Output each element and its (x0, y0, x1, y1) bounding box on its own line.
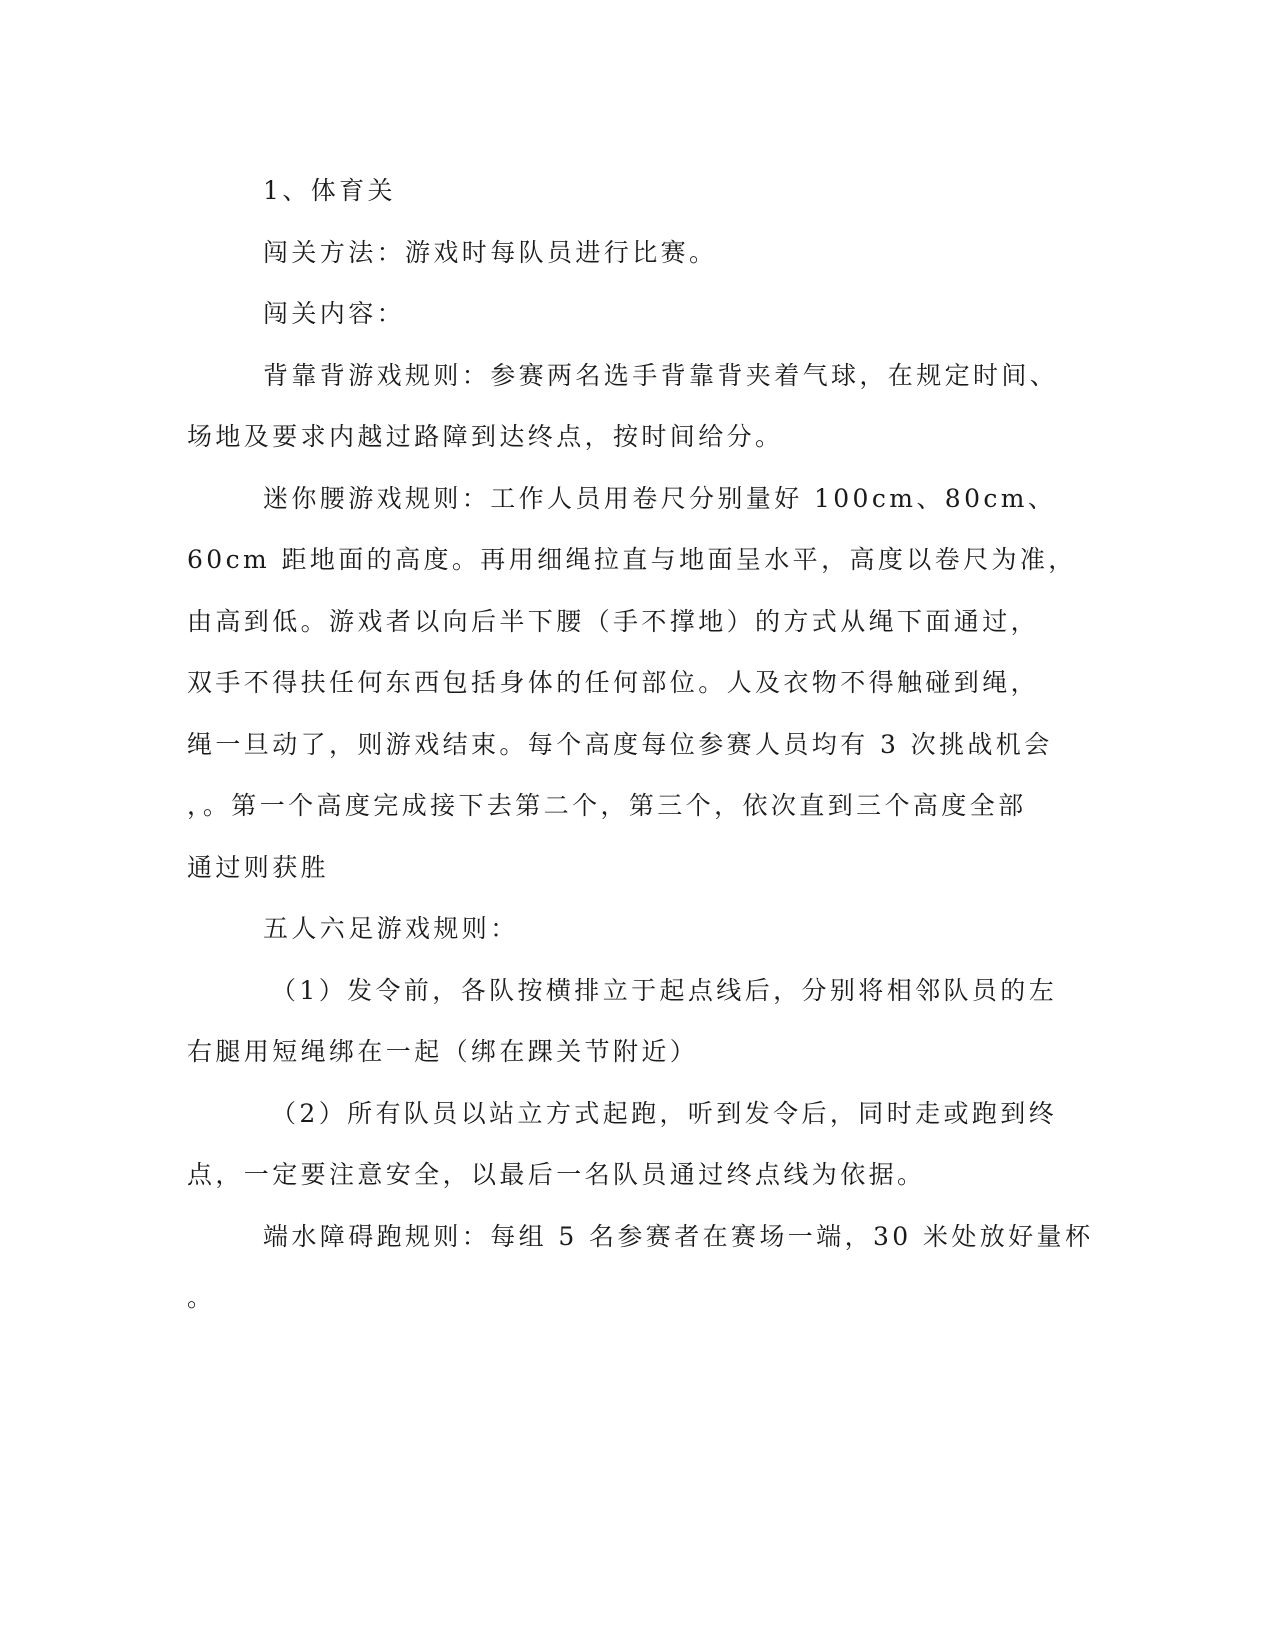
method-line: 闯关方法：游戏时每队员进行比赛。 (263, 237, 718, 267)
back-to-back-rule-line-2: 场地及要求内越过路障到达终点，按时间给分。 (187, 422, 784, 451)
five-person-rule-1-line-1: （1）发令前，各队按横排立于起点线后，分别将相邻队员的左 (271, 975, 1058, 1005)
five-person-rule-1-line-2: 右腿用短绳绑在一起（绑在踝关节附近） (187, 1037, 699, 1066)
document-body (187, 160, 1094, 1329)
mini-waist-rule-line-4: 双手不得扶任何东西包括身体的任何部位。人及衣物不得触碰到绳， (187, 668, 1040, 697)
mini-waist-rule-line-2: 60cm 距地面的高度。再用细绳拉直与地面呈水平，高度以卷尺为准， (187, 545, 1077, 574)
five-person-six-legs-heading: 五人六足游戏规则： (263, 914, 519, 943)
five-person-rule-2-line-1: （2）所有队员以站立方式起跑，听到发令后，同时走或跑到终 (271, 1098, 1058, 1128)
back-to-back-rule-line-1: 背靠背游戏规则：参赛两名选手背靠背夹着气球，在规定时间、 (263, 360, 1059, 390)
content-label: 闯关内容： (263, 299, 406, 328)
water-obstacle-rule-line-1: 端水障碍跑规则：每组 5 名参赛者在赛场一端，30 米处放好量杯 (263, 1221, 1094, 1251)
mini-waist-rule-line-5: 绳一旦动了，则游戏结束。每个高度每位参赛人员均有 3 次挑战机会 (187, 729, 1053, 759)
water-obstacle-rule-line-2: 。 (187, 1283, 216, 1312)
five-person-rule-2-line-2: 点，一定要注意安全，以最后一名队员通过终点线为依据。 (187, 1160, 926, 1189)
mini-waist-rule-line-6: ，。第一个高度完成接下去第二个，第三个，依次直到三个高度全部 (187, 791, 1027, 820)
mini-waist-rule-line-3: 由高到低。游戏者以向后半下腰（手不撑地）的方式从绳下面通过， (187, 606, 1040, 636)
section-heading: 1、体育关 (263, 176, 396, 205)
mini-waist-rule-line-1: 迷你腰游戏规则：工作人员用卷尺分别量好 100cm、80cm、 (263, 483, 1057, 513)
mini-waist-rule-line-7: 通过则获胜 (187, 852, 330, 882)
